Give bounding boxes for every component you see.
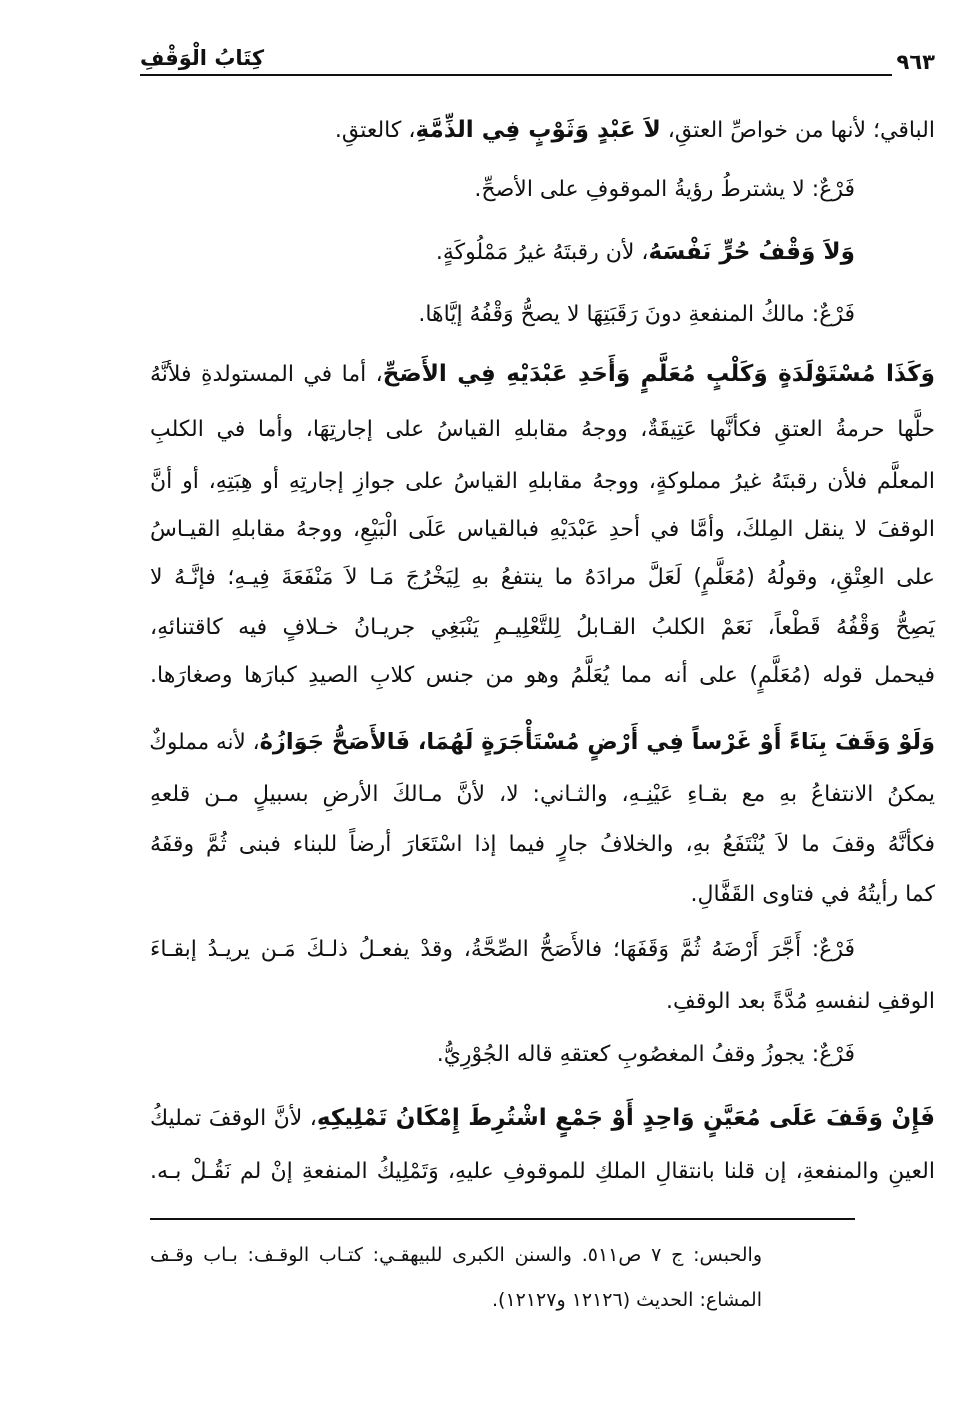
commentary-text: يَصِحُّ وَقْفُهُ قَطْعاً، نَعَمْ الكلبُ القـابلُ لِلتَّعْلِيـمِ يَنْبَغِي جريـانُ خـلافٍ فيه كاقتنائهِ، — [150, 615, 935, 640]
matn-text: فَإِنْ وَقَفَ عَلَى مُعَيَّنٍ وَاحِدٍ أَوْ جَمْعٍ اشْتُرِطَ إِمْكَانُ تَمْلِيكِهِ — [316, 1105, 935, 1131]
commentary-text: يمكنُ الانتفاعُ بهِ مع بقـاءِ عَيْنِـهِ، والثـاني: لا، لأنَّ مـالكَ الأرضِ بسبيلٍ مـن قلعهِ — [150, 782, 935, 807]
commentary-text: على العِتْقِ، وقولُهُ (مُعَلَّمٍ) لَعَلَّ مرادَهُ ما ينتفعُ بهِ لِيَخْرُجَ مَـا لاَ مَنْفَعَةَ فِيـهِ؛ فإنَّـهُ لا — [150, 565, 935, 590]
body-line — [150, 608, 935, 648]
commentary-text: العينِ والمنفعةِ، إن قلنا بانتقالِ الملكِ للموقوفِ عليهِ، وَتَمْلِيكُ المنفعةِ إنْ لم نَقُـلْ بـه. — [150, 1159, 935, 1184]
body-line — [150, 982, 935, 1022]
body-line — [150, 1035, 855, 1075]
commentary-text: ، أما في المستولدةِ فلأنَّهُ — [150, 362, 383, 387]
far-note-text: فَرْعٌ: مالكُ المنفعةِ دونَ رَقَبَتِهَا لا يصحُّ وَقْفُهُ إيَّاهَا. — [418, 302, 855, 327]
commentary-text: ، لأنَّ الوقفَ تمليكُ — [150, 1106, 317, 1131]
commentary-text: ، لأنه مملوكٌ — [149, 730, 260, 755]
body-line — [150, 354, 935, 394]
footnote-separator — [150, 1218, 855, 1220]
far-note-text: فَرْعٌ: لا يشترطُ رؤيةُ الموقوفِ على الأصحِّ. — [474, 177, 855, 202]
body-line — [150, 775, 935, 815]
body-line — [150, 510, 935, 550]
body-line — [150, 1152, 935, 1192]
commentary-text: فكأنَّهُ وقفَ ما لاَ يُنْتَفَعُ بهِ، والخلافُ جارٍ فيما إذا اسْتَعَارَ أرضاً للبناء فبنى ثُمَّ وقفَهُ — [150, 832, 935, 857]
commentary-text: ، كالعتقِ. — [334, 118, 416, 143]
body-line — [150, 295, 855, 335]
footnote-line: والحبس: ج ٧ ص٥١١. والسنن الكبرى للبيهقـي: كتـاب الوقـف: بـاب وقـف — [150, 1244, 762, 1266]
far-note-text: فَرْعٌ: يجوزُ وقفُ المغصُوبِ كعتقهِ قاله الجُوْرِيُّ. — [436, 1042, 855, 1067]
matn-text: وَلَوْ وَقَفَ بِنَاءً أَوْ غَرْساً فِي أَرْضٍ مُسْتَأْجَرَةٍ لَهُمَا، فَالأَصَحُّ جَوَازُهُ — [259, 729, 935, 755]
commentary-text: فيحمل قوله (مُعَلَّمٍ) على أنه مما يُعَلَّمُ وهو من جنس كلابِ الصيدِ كبارَها وصغارَها. — [150, 663, 935, 688]
body-line — [150, 875, 935, 915]
far-note-text: فَرْعٌ: أَجَّرَ أَرْضَهُ ثُمَّ وَقَفَهَا؛ فالأَصَحُّ الصِّحَّةُ، وقدْ يفعـلُ ذلـكَ مَـن يريـدُ إبقـاءَ — [150, 937, 855, 962]
commentary-text: حلَّها حرمةُ العتقِ فكأنَّها عَتِيقَةٌ، ووجهُ مقابلهِ القياسُ على إجارتِهَا، وأما في الكلبِ — [150, 417, 935, 442]
commentary-text: كما رأيتُهُ في فتاوى القَفَّالِ. — [690, 882, 935, 907]
running-header-title: كِتَابُ الْوَقْفِ — [140, 46, 265, 70]
matn-text: وَلاَ وَقْفُ حُرٍّ نَفْسَهُ — [648, 239, 855, 265]
matn-text: وَكَذَا مُسْتَوْلَدَةٍ وَكَلْبٍ مُعَلَّمٍ وَأَحَدِ عَبْدَيْهِ فِي الأَصَحِّ — [382, 361, 936, 387]
commentary-text: ، لأن رقبتَهُ غيرُ مَمْلُوكَةٍ. — [435, 240, 649, 265]
matn-text: لاَ عَبْدٍ وَثَوْبٍ فِي الذِّمَّةِ — [415, 117, 661, 143]
body-line — [150, 232, 855, 272]
body-line — [150, 1098, 935, 1138]
body-line — [150, 656, 935, 696]
commentary-text: الباقي؛ لأنها من خواصِّ العتقِ، — [660, 118, 935, 143]
body-line — [150, 558, 935, 598]
body-line — [150, 722, 935, 762]
commentary-text: الوقفِ لنفسهِ مُدَّةً بعد الوقفِ. — [666, 989, 935, 1014]
body-line — [150, 825, 935, 865]
header-rule — [140, 74, 892, 76]
commentary-text: الوقفَ لا ينقل المِلكَ، وأمَّا في أحدِ عَبْدَيْهِ فبالقياس عَلَى الْبَيْعِ، ووجهُ مقابلهِ القيـاسُ — [150, 517, 935, 542]
page-number: ٩٦٣ — [896, 50, 935, 74]
body-line — [150, 462, 935, 502]
body-line — [150, 930, 855, 970]
commentary-text: المعلَّم فلأن رقبتَهُ غيرُ مملوكةٍ، ووجهُ مقابلهِ القياسُ على جوازِ إجارتِهِ أو هِبَتِهِ، أو أنَّ — [150, 469, 935, 494]
body-line — [150, 410, 935, 450]
body-line — [150, 170, 855, 210]
footnote-line: المشاع: الحديث (١٢١٢٦ و١٢١٢٧). — [491, 1289, 762, 1311]
body-line — [150, 110, 935, 150]
